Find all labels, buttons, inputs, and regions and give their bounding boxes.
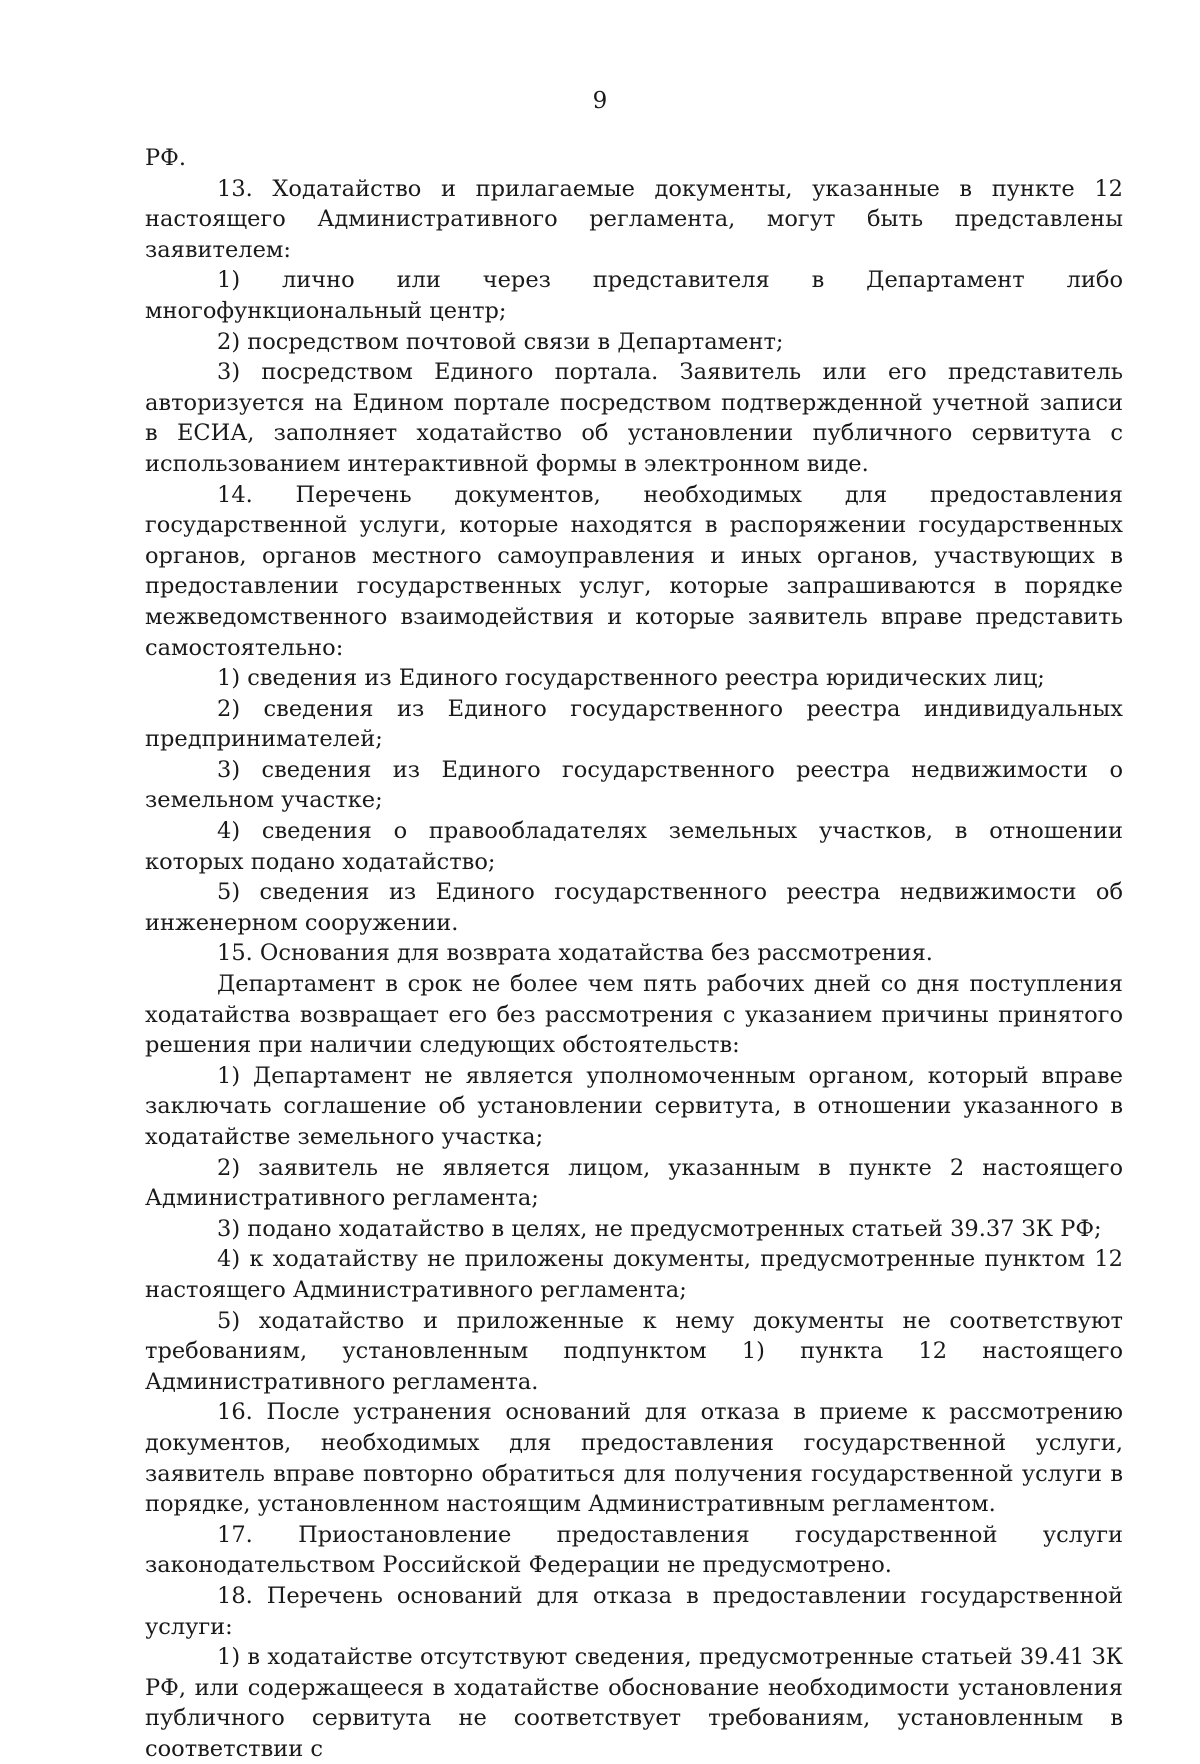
paragraph-14: 2) заявитель не является лицом, указанным в пункте 2 настоящего Административного регламента;	[145, 1154, 1123, 1212]
paragraph-10: 5) сведения из Единого государственного реестра недвижимости об инженерном сооружении.	[145, 879, 1123, 936]
paragraph-5: 14. Перечень документов, необходимых для предоставления государственной услуги, которые находятся в распоряжении государственных органов, органов местного самоуправления и иных органов, участвующих в предоставлении государственных услуг, которые запрашиваются в порядке межведомственного взаимодействия и которые заявитель вправе представить самостоятельно:	[145, 481, 1123, 661]
paragraph-20: 18. Перечень оснований для отказа в предоставлении государственной услуги:	[145, 1582, 1123, 1640]
paragraph-15: 3) подано ходатайство в целях, не предусмотренных статьей 39.37 ЗК РФ;	[217, 1215, 1102, 1242]
paragraph-12: Департамент в срок не более чем пять рабочих дней со дня поступления ходатайства возвращает его без рассмотрения с указанием причины принятого решения при наличии следующих обстоятельств:	[145, 971, 1123, 1059]
paragraph-8: 3) сведения из Единого государственного реестра недвижимости о земельном участке;	[145, 756, 1123, 814]
paragraph-11: 15. Основания для возврата ходатайства без рассмотрения.	[217, 940, 933, 967]
paragraph-0: РФ.	[145, 145, 186, 171]
paragraph-17: 5) ходатайство и приложенные к нему документы не соответствуют требованиям, установленным подпунктом 1) пункта 12 настоящего Административного регламента.	[145, 1307, 1123, 1395]
paragraph-7: 2) сведения из Единого государственного реестра индивидуальных предпринимателей;	[145, 695, 1123, 753]
paragraph-13: 1) Департамент не является уполномоченным органом, который вправе заключать соглашение об установлении сервитута, в отношении указанного в ходатайстве земельного участка;	[145, 1062, 1123, 1150]
paragraph-2: 1) лично или через представителя в Департамент либо многофункциональный центр;	[145, 267, 1123, 324]
paragraph-16: 4) к ходатайству не приложены документы, предусмотренные пунктом 12 настоящего Административного регламента;	[145, 1246, 1123, 1303]
paragraph-19: 17. Приостановление предоставления государственной услуги законодательством Российской Федерации не предусмотрено.	[145, 1521, 1123, 1579]
page-number: 9	[592, 88, 608, 114]
paragraph-9: 4) сведения о правообладателях земельных участков, в отношении которых подано ходатайство;	[145, 818, 1123, 875]
paragraph-21: 1) в ходатайстве отсутствуют сведения, предусмотренные статьей 39.41 ЗК РФ, или содержащееся в ходатайстве обоснование необходимости установления публичного сервитута не соответствует требованиям, установленным в соответствии с	[145, 1644, 1123, 1762]
paragraph-6: 1) сведения из Единого государственного реестра юридических лиц;	[217, 665, 1045, 692]
document-body	[145, 143, 1123, 1764]
paragraph-1: 13. Ходатайство и прилагаемые документы, указанные в пункте 12 настоящего Административного регламента, могут быть представлены заявителем:	[145, 175, 1123, 263]
paragraph-4: 3) посредством Единого портала. Заявитель или его представитель авторизуется на Едином портале посредством подтвержденной учетной записи в ЕСИА, заполняет ходатайство об установлении публичного сервитута с использованием интерактивной формы в электронном виде.	[145, 359, 1123, 477]
paragraph-3: 2) посредством почтовой связи в Департамент;	[217, 328, 784, 355]
paragraph-18: 16. После устранения оснований для отказа в приеме к рассмотрению документов, необходимых для предоставления государственной услуги, заявитель вправе повторно обратиться для получения государственной услуги в порядке, установленном настоящим Административным регламентом.	[145, 1399, 1123, 1518]
